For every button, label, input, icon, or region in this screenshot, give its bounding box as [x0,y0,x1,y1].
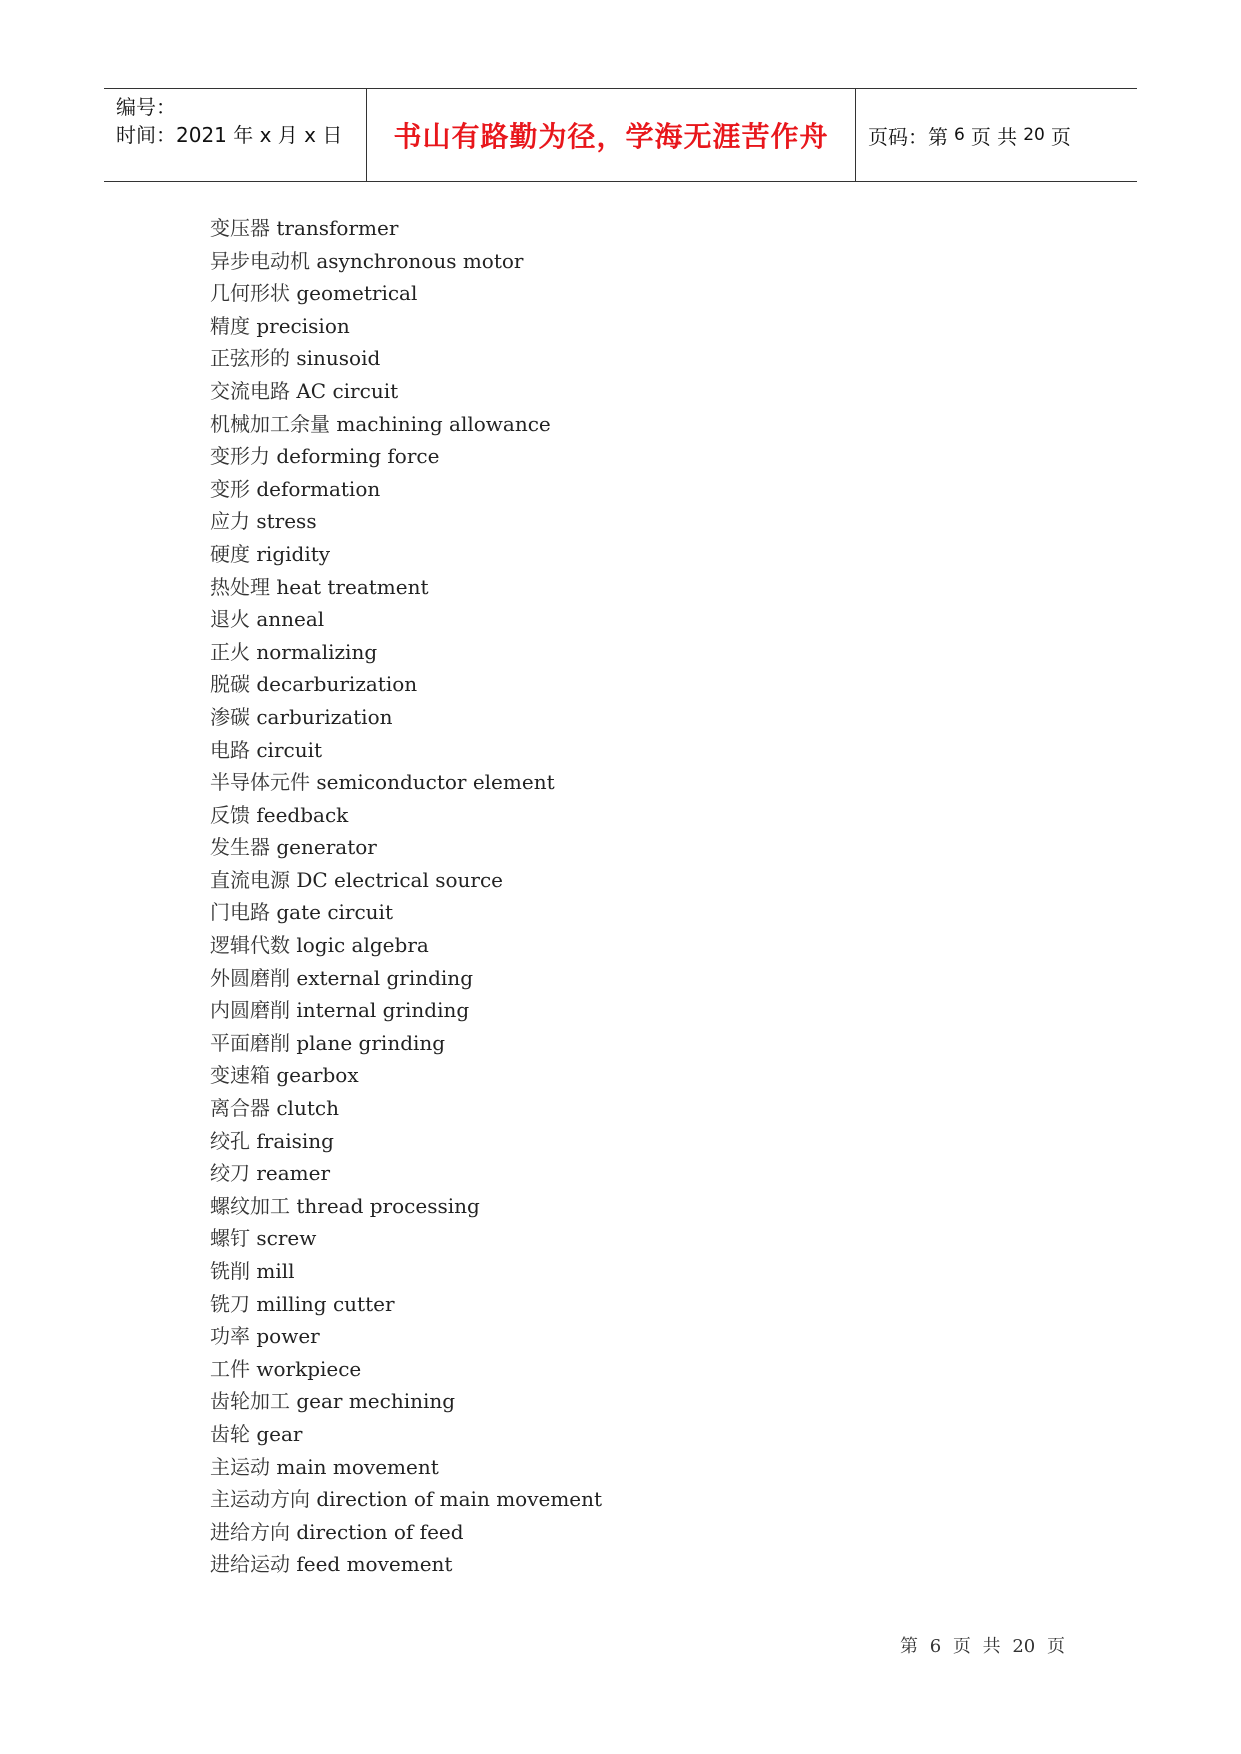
term-english: generator [276,835,377,860]
term-english: geometrical [296,281,418,306]
term-chinese: 螺钉 [210,1226,250,1251]
header-meta [104,89,367,181]
term-chinese: 外圆磨削 [210,965,290,990]
term-chinese: 反馈 [210,802,250,827]
list-item [210,1027,602,1060]
page-mid: 页 共 [970,124,1018,149]
term-english: heat treatment [276,574,429,599]
term-chinese: 应力 [210,509,250,534]
term-chinese: 内圆磨削 [210,998,290,1023]
term-english: plane grinding [296,1030,446,1055]
term-chinese: 进给运动 [210,1552,290,1577]
term-english: reamer [256,1161,331,1186]
term-chinese: 电路 [210,737,250,762]
term-chinese: 变形力 [210,444,270,469]
list-item [210,701,602,734]
term-chinese: 平面磨削 [210,1030,290,1055]
list-item [210,929,602,962]
list-item [210,342,602,375]
term-chinese: 机械加工余量 [210,411,330,436]
list-item [210,505,602,538]
term-chinese: 齿轮加工 [210,1389,290,1414]
list-item [210,277,602,310]
term-english: gate circuit [276,900,393,925]
term-chinese: 离合器 [210,1096,270,1121]
term-chinese: 绞孔 [210,1128,250,1153]
term-english: machining allowance [336,411,551,436]
term-chinese: 精度 [210,313,250,338]
term-english: clutch [276,1096,339,1121]
term-chinese: 变速箱 [210,1063,270,1088]
term-chinese: 退火 [210,607,250,632]
list-item [210,1125,602,1158]
list-item [210,864,602,897]
term-english: internal grinding [296,998,470,1023]
page-current: 6 [954,125,965,145]
list-item [210,212,602,245]
list-item [210,538,602,571]
list-item [210,473,602,506]
term-chinese: 异步电动机 [210,248,310,273]
list-item [210,1157,602,1190]
term-english: milling cutter [256,1291,395,1316]
term-chinese: 功率 [210,1324,250,1349]
term-chinese: 铣刀 [210,1291,250,1316]
list-item [210,668,602,701]
list-item [210,1190,602,1223]
term-chinese: 正火 [210,639,250,664]
term-chinese: 渗碳 [210,704,250,729]
term-english: stress [256,509,317,534]
page-total: 20 [1023,125,1045,145]
term-chinese: 主运动方向 [210,1487,310,1512]
term-english: DC electrical source [296,867,503,892]
list-item [210,245,602,278]
term-english: rigidity [256,541,331,566]
list-item [210,1418,602,1451]
term-chinese: 逻辑代数 [210,933,290,958]
list-item [210,1288,602,1321]
term-chinese: 直流电源 [210,867,290,892]
list-item [210,375,602,408]
list-item [210,1059,602,1092]
term-chinese: 铣削 [210,1259,250,1283]
page-header [104,88,1137,182]
list-item [210,1516,602,1549]
list-item [210,766,602,799]
term-chinese: 螺纹加工 [210,1193,290,1218]
page-suffix: 页 [1050,124,1071,149]
term-chinese: 变形 [210,476,250,501]
term-chinese: 齿轮 [210,1421,250,1446]
term-english: thread processing [296,1193,480,1218]
term-english: workpiece [256,1356,362,1381]
term-chinese: 发生器 [210,835,270,860]
term-english: gear [256,1421,303,1446]
list-item [210,603,602,636]
term-english: mill [256,1259,295,1283]
term-chinese: 几何形状 [210,281,290,306]
term-chinese: 变压器 [210,216,270,240]
term-english: direction of main movement [316,1487,603,1512]
list-item [210,310,602,343]
term-english: external grinding [296,965,473,990]
list-item [210,408,602,441]
list-item [210,1548,602,1581]
term-english: AC circuit [296,378,399,403]
term-english: anneal [256,607,325,632]
term-english: main movement [276,1454,439,1479]
term-english: transformer [276,216,399,240]
term-english: normalizing [256,639,378,664]
term-chinese: 主运动 [210,1454,270,1479]
list-item [210,1483,602,1516]
list-item [210,1092,602,1125]
term-chinese: 进给方向 [210,1519,290,1544]
term-english: circuit [256,737,323,762]
term-english: direction of feed [296,1519,464,1544]
glossary-list [210,212,602,1581]
term-chinese: 半导体元件 [210,770,310,795]
term-chinese: 脱碳 [210,672,250,697]
term-english: deformation [256,476,381,501]
list-item [210,440,602,473]
term-english: gearbox [276,1063,359,1088]
list-item [210,962,602,995]
term-english: screw [256,1226,317,1251]
term-chinese: 绞刀 [210,1161,250,1186]
term-chinese: 正弦形的 [210,346,290,371]
number-label: 编号： [116,95,176,119]
term-chinese: 交流电路 [210,378,290,403]
list-item [210,571,602,604]
term-english: precision [256,313,350,338]
term-english: deforming force [276,444,440,469]
term-english: feed movement [296,1552,453,1577]
term-english: sinusoid [296,346,381,371]
term-english: logic algebra [296,933,429,958]
page-footer: 第 6 页 共 20 页 [900,1636,1065,1657]
page-prefix: 页码：第 [868,124,948,149]
list-item [210,636,602,669]
list-item [210,1222,602,1255]
term-english: asynchronous motor [316,248,524,273]
term-english: carburization [256,704,393,729]
list-item [210,1255,602,1288]
term-chinese: 热处理 [210,574,270,599]
list-item [210,1451,602,1484]
list-item [210,1320,602,1353]
term-chinese: 工件 [210,1356,250,1381]
term-english: gear mechining [296,1389,456,1414]
list-item [210,831,602,864]
term-chinese: 门电路 [210,900,270,925]
term-english: fraising [256,1128,334,1153]
header-motto: 书山有路勤为径，学海无涯苦作舟 [367,89,856,181]
list-item [210,799,602,832]
list-item [210,1385,602,1418]
term-english: decarburization [256,672,418,697]
header-page-info [856,89,1137,181]
term-english: power [256,1324,320,1349]
term-chinese: 硬度 [210,541,250,566]
list-item [210,896,602,929]
term-english: feedback [256,802,349,827]
term-english: semiconductor element [316,770,555,795]
list-item [210,734,602,767]
list-item [210,1353,602,1386]
list-item [210,994,602,1027]
time-label: 时间：2021 年 x 月 x 日 [116,123,343,147]
